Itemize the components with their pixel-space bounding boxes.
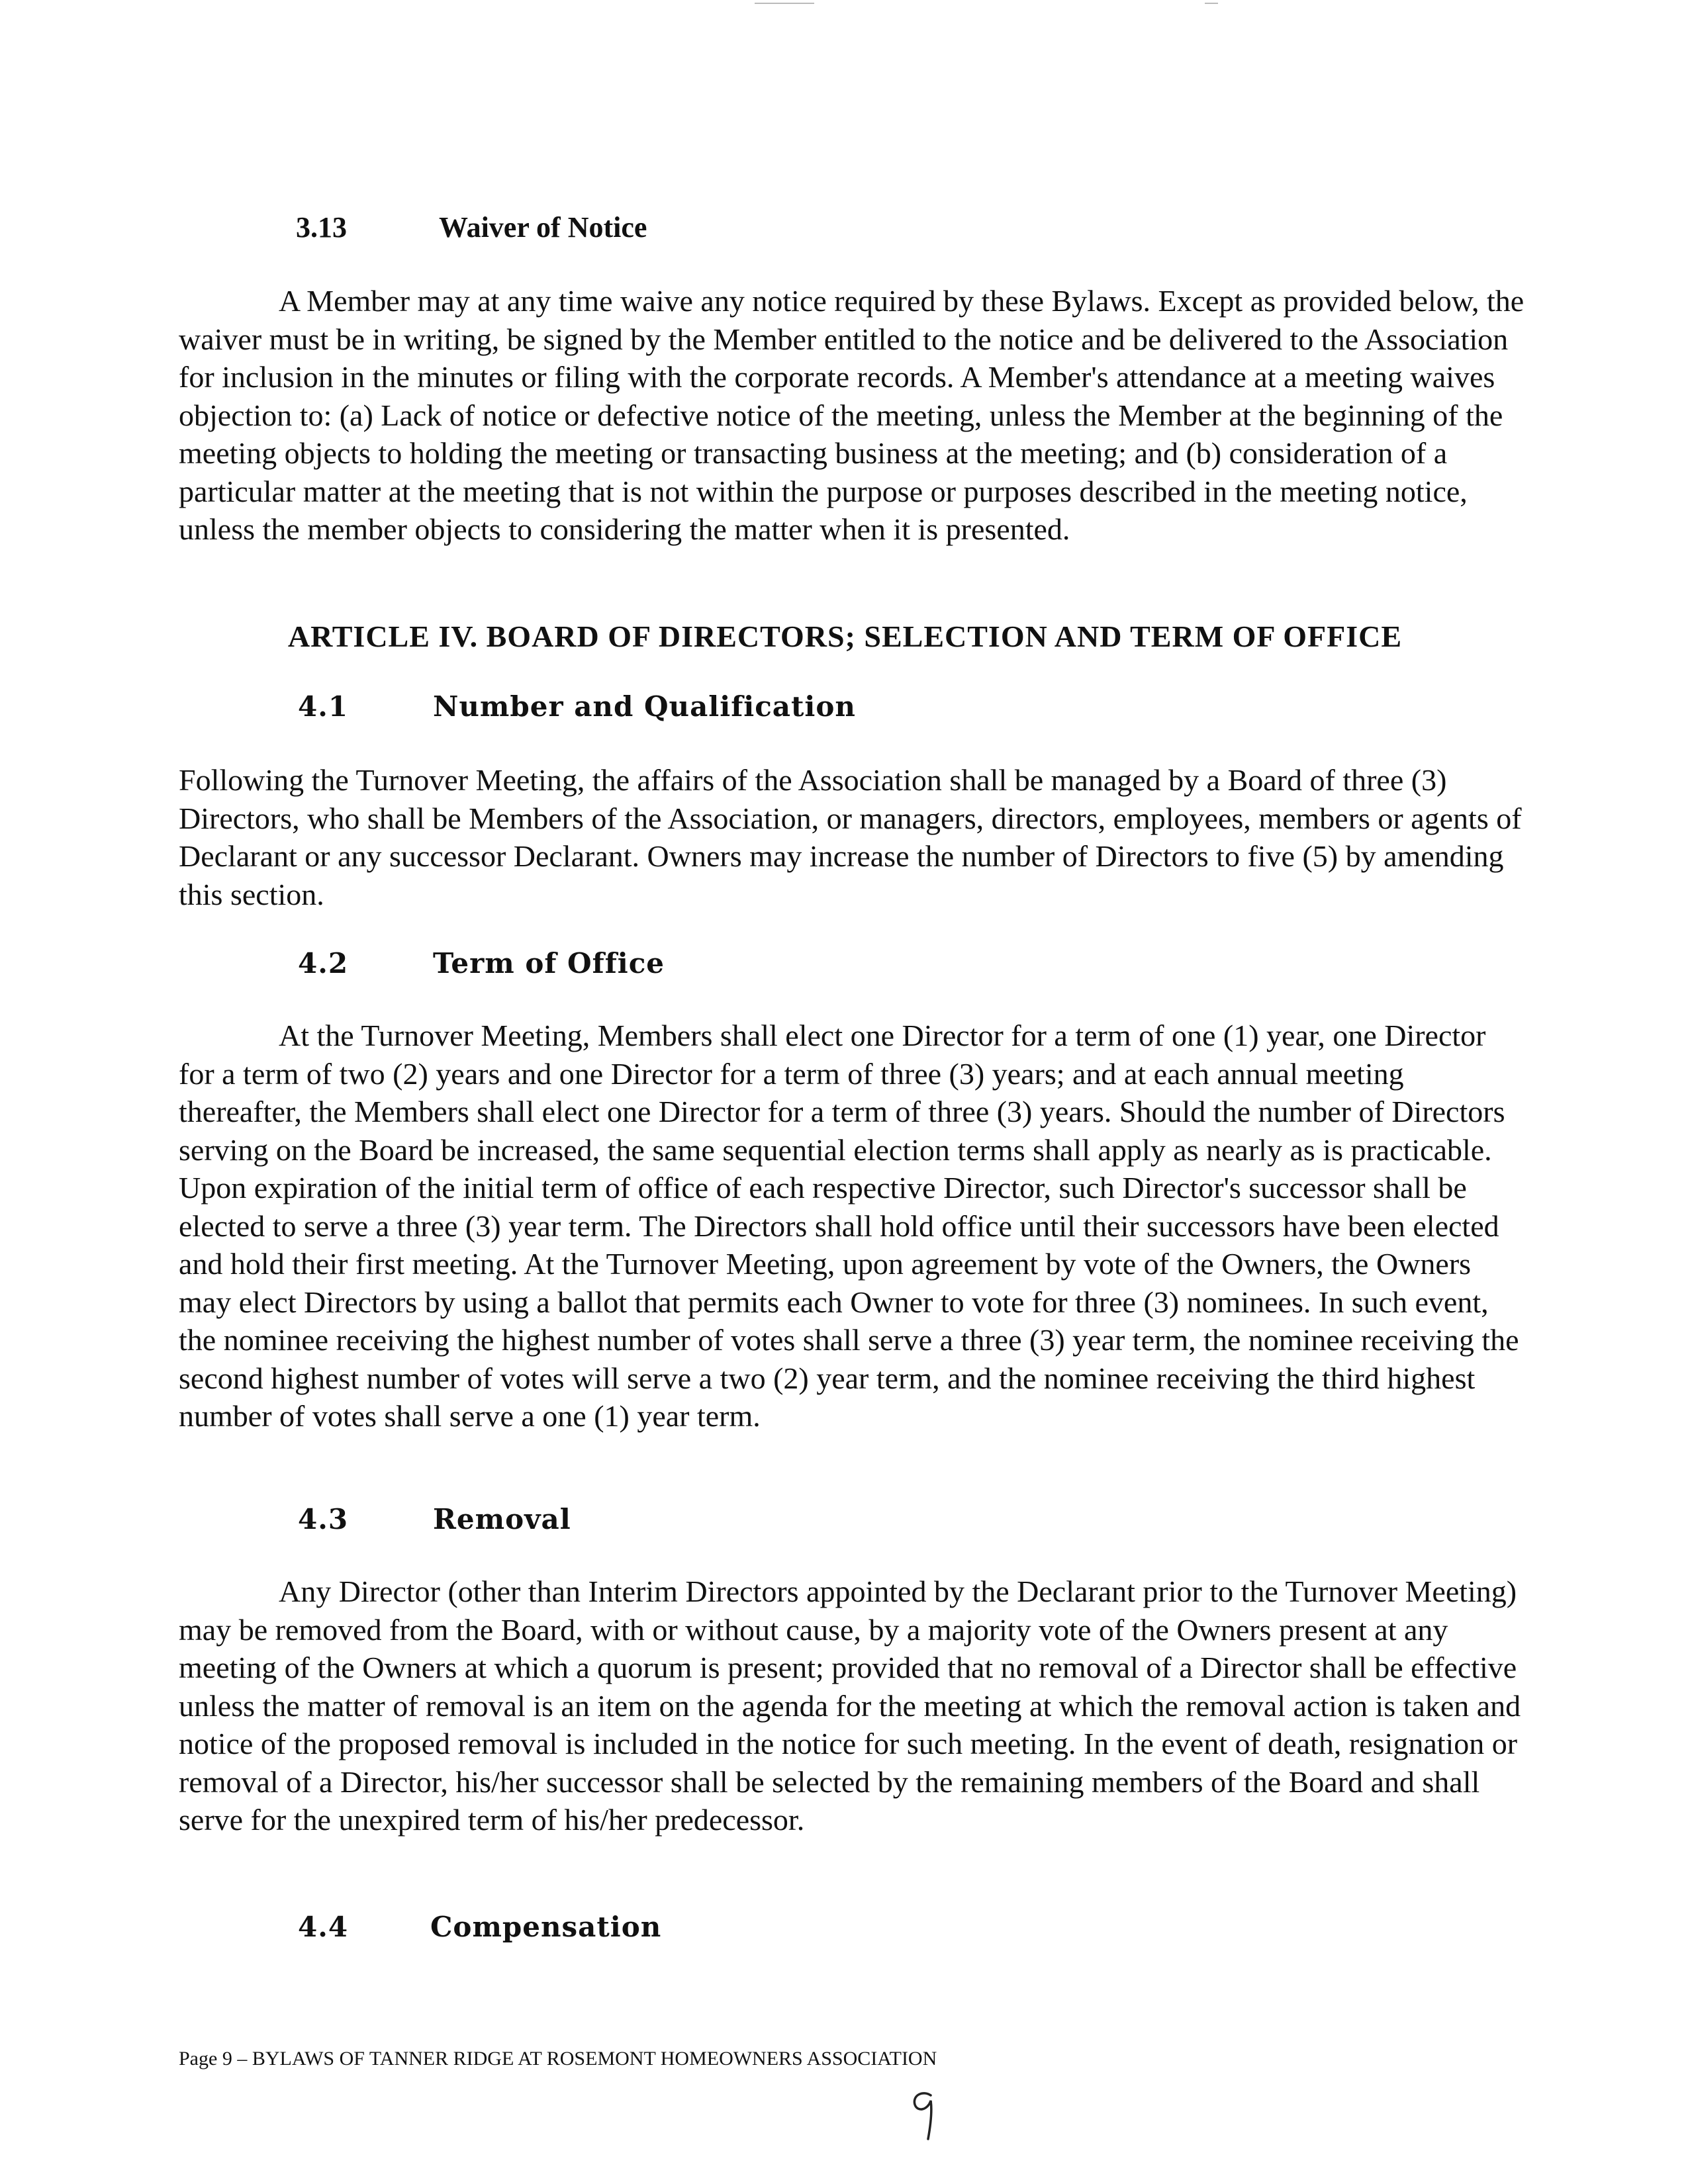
section-title: Term of Office: [433, 947, 665, 979]
section-title: Removal: [433, 1503, 571, 1535]
section-title: Compensation: [430, 1911, 662, 1943]
section-number: 3.13: [296, 211, 347, 244]
paragraph-term-of-office: At the Turnover Meeting, Members shall elect one Director for a term of one (1) year, one Director for a term of two (2) years and one Director for a term of three (3) years; and at each annual meeting thereafter, the Members shall elect one Director for a term of three (3) years. Should the number of Directors serving on the Board be increased, the same sequential election terms shall apply as nearly as is practicable. Upon expiration of the initial term of office of each respective Director, such Director's successor shall be elected to serve a three (3) year term. The Directors shall hold office until their successors have been elected and hold their first meeting. At the Turnover Meeting, upon agreement by vote of the Owners, the Owners may elect Directors by using a ballot that permits each Owner to vote for three (3) nominees. In such event, the nominee receiving the highest number of votes shall serve a three (3) year term, the nominee receiving the second highest number of votes will serve a two (2) year term, and the nominee receiving the third highest number of votes shall serve a one (1) year term.: [179, 1019, 1519, 1433]
section-title: Number and Qualification: [433, 690, 856, 723]
section-number: 4.3: [298, 1503, 349, 1535]
section-number: 4.1: [298, 690, 349, 723]
section-number: 4.2: [298, 947, 349, 979]
section-title: Waiver of Notice: [439, 211, 647, 244]
paragraph-removal: Any Director (other than Interim Directors appointed by the Declarant prior to the Turnover Meeting) may be removed from the Board, with or without cause, by a majority vote of the Owners present at any meeting of the Owners at which a quorum is present; provided that no removal of a Director shall be effective unless the matter of removal is an item on the agenda for the meeting at which the removal action is taken and notice of the proposed removal is included in the notice for such meeting. In the event of death, resignation or removal of a Director, his/her successor shall be selected by the remaining members of the Board and shall serve for the unexpired term of his/her predecessor.: [179, 1574, 1521, 1837]
page-footer: Page 9 – BYLAWS OF TANNER RIDGE AT ROSEMONT HOMEOWNERS ASSOCIATION: [179, 2048, 937, 2070]
section-number: 4.4: [298, 1911, 349, 1943]
paragraph-number-and-qualification: Following the Turnover Meeting, the affairs of the Association shall be managed by a Board of three (3) Directors, who shall be Members of the Association, or managers, directors, employees, members or agents of Declarant or any successor Declarant. Owners may increase the number of Directors to five (5) by amending this section.: [179, 763, 1522, 911]
scan-artifact: [755, 3, 814, 4]
article-heading: ARTICLE IV. BOARD OF DIRECTORS; SELECTION AND TERM OF OFFICE: [287, 619, 1403, 653]
scan-artifact: [1205, 3, 1218, 4]
paragraph-waiver-of-notice: A Member may at any time waive any notice required by these Bylaws. Except as provided below, the waiver must be in writing, be signed by the Member entitled to the notice and be delivered to the Association for inclusion in the minutes or filing with the corporate records. A Member's attendance at a meeting waives objection to: (a) Lack of notice or defective notice of the meeting, unless the Member at the beginning of the meeting objects to holding the meeting or transacting business at the meeting; and (b) consideration of a particular matter at the meeting that is not within the purpose or purposes described in the meeting notice, unless the member objects to considering the matter when it is presented.: [179, 284, 1525, 546]
handwritten-page-number: [906, 2083, 945, 2143]
